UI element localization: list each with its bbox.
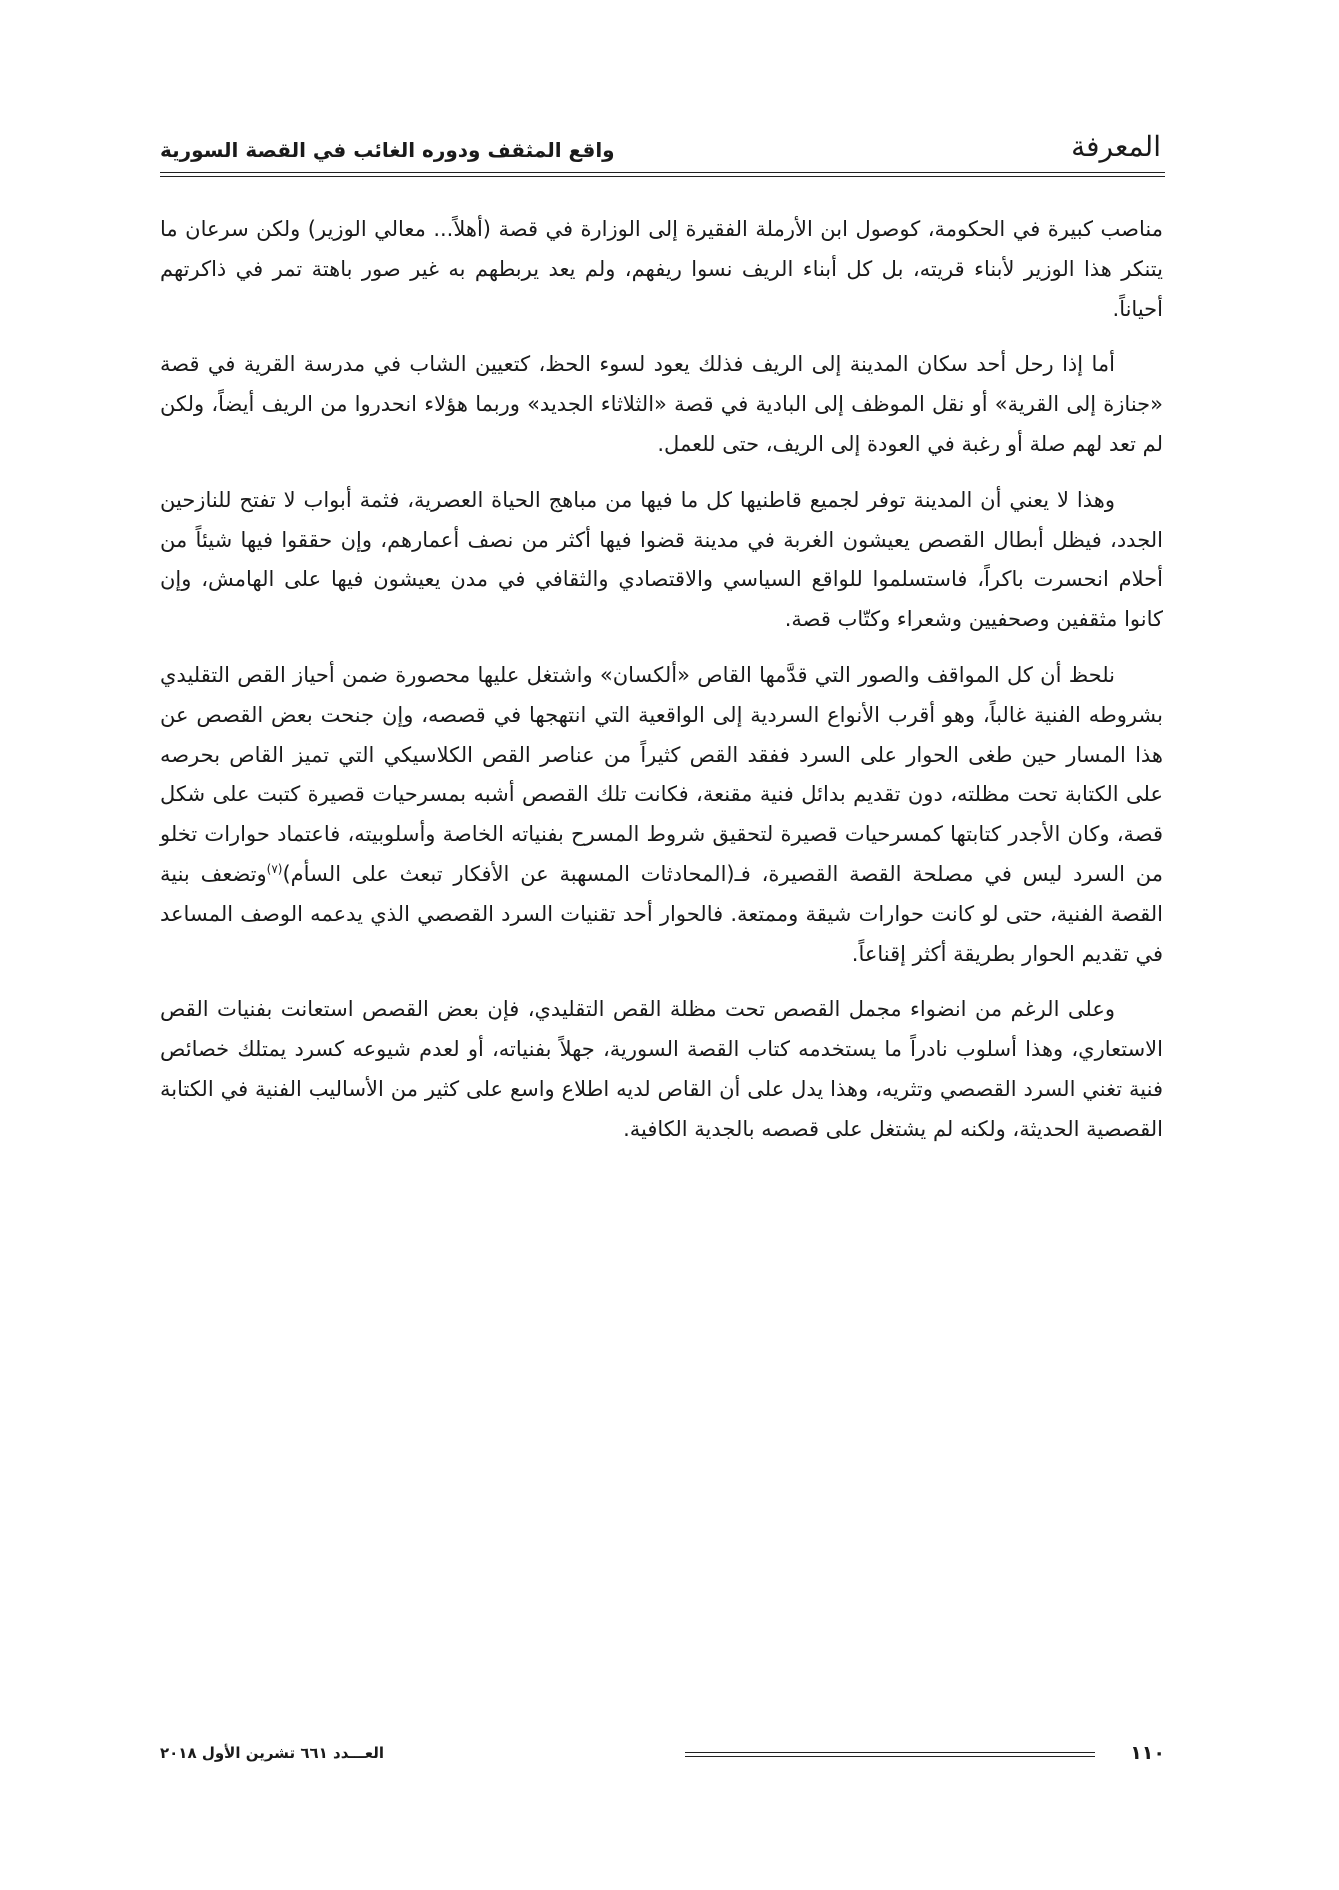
header-divider: [160, 172, 1165, 177]
footnote-marker: (٧): [266, 861, 283, 876]
issue-label: العـــدد ٦٦١ تشرين الأول ٢٠١٨: [160, 1744, 384, 1762]
page-header: [160, 128, 1165, 178]
footer-divider: [685, 1752, 1095, 1757]
paragraph-5: وعلى الرغم من انضواء مجمل القصص تحت مظلة القص التقليدي، فإن بعض القصص استعانت بفنيات القص الاستعاري، وهذا أسلوب نادراً ما يستخدمه كتاب القصة السورية، جهلاً بفنياته، أو لعدم شيوعه كسرد يمتلك خصائص فنية تغني السرد القصصي وتثريه، وهذا يدل على أن القاص لديه اطلاع واسع على كثير من الأساليب الفنية في الكتابة القصصية الحديثة، ولكنه لم يشتغل على قصصه بالجدية الكافية.: [160, 997, 1163, 1141]
paragraph-4: [160, 656, 1163, 974]
paragraph-2: أما إذا رحل أحد سكان المدينة إلى الريف فذلك يعود لسوء الحظ، كتعيين الشاب في مدرسة القرية في قصة «جنازة إلى القرية» أو نقل الموظف إلى البادية في قصة «الثلاثاء الجديد» وربما هؤلاء انحدروا من الريف أيضاً، ولكن لم تعد لهم صلة أو رغبة في العودة إلى الريف، حتى للعمل.: [160, 352, 1163, 456]
article-title: واقع المثقف ودوره الغائب في القصة السورية: [160, 138, 615, 162]
paragraph-1: مناصب كبيرة في الحكومة، كوصول ابن الأرملة الفقيرة إلى الوزارة في قصة (أهلاً... معالي الوزير) ولكن سرعان ما يتنكر هذا الوزير لأبناء قريته، بل كل أبناء الريف نسوا ريفهم، ولم يعد يربطهم به غير صور باهتة تمر في ذاكرتهم أحياناً.: [160, 217, 1163, 321]
magazine-logo: المعرفة: [1071, 130, 1161, 163]
paragraph-3: وهذا لا يعني أن المدينة توفر لجميع قاطنيها كل ما فيها من مباهج الحياة العصرية، فثمة أبواب لا تفتح للنازحين الجدد، فيظل أبطال القصص يعيشون الغربة في مدينة قضوا فيها أكثر من نصف أعمارهم، وإن حققوا فيها شيئاً من أحلام انحسرت باكراً، فاستسلموا للواقع السياسي والاقتصادي والثقافي في مدن يعيشون فيها على الهامش، وإن كانوا مثقفين وصحفيين وشعراء وكتّاب قصة.: [160, 487, 1163, 632]
page-footer: [160, 1742, 1165, 1772]
paragraph-4-part-1: نلحظ أن كل المواقف والصور التي قدَّمها القاص «ألكسان» واشتغل عليها محصورة ضمن أحياز القص التقليدي بشروطه الفنية غالباً، وهو أقرب الأنواع السردية إلى الواقعية التي انتهجها في قصصه، وإن جنحت بعض القصص عن هذا المسار حين طغى الحوار على السرد ففقد القص كثيراً من عناصر القص الكلاسيكي التي تميز القاص بحرصه على الكتابة تحت مظلته، دون تقديم بدائل فنية مقنعة، فكانت تلك القصص أشبه بمسرحيات قصيرة كتبت على شكل قصة، وكان الأجدر كتابتها كمسرحيات قصيرة لتحقيق شروط المسرح بفنياته الخاصة وأسلوبيته، فاعتماد حوارات تخلو من السرد ليس في مصلحة القصة القصيرة، فـ(المحادثات المسهبة عن الأفكار تبعث على السأم): [160, 662, 1163, 886]
page-number: ١١٠: [1130, 1742, 1165, 1764]
article-body: [160, 210, 1163, 1166]
paragraph-4-part-2: وتضعف بنية القصة الفنية، حتى لو كانت حوارات شيقة وممتعة. فالحوار أحد تقنيات السرد القصصي الذي يدعمه الوصف المساعد في تقديم الحوار بطريقة أكثر إقناعاً.: [160, 861, 1163, 966]
